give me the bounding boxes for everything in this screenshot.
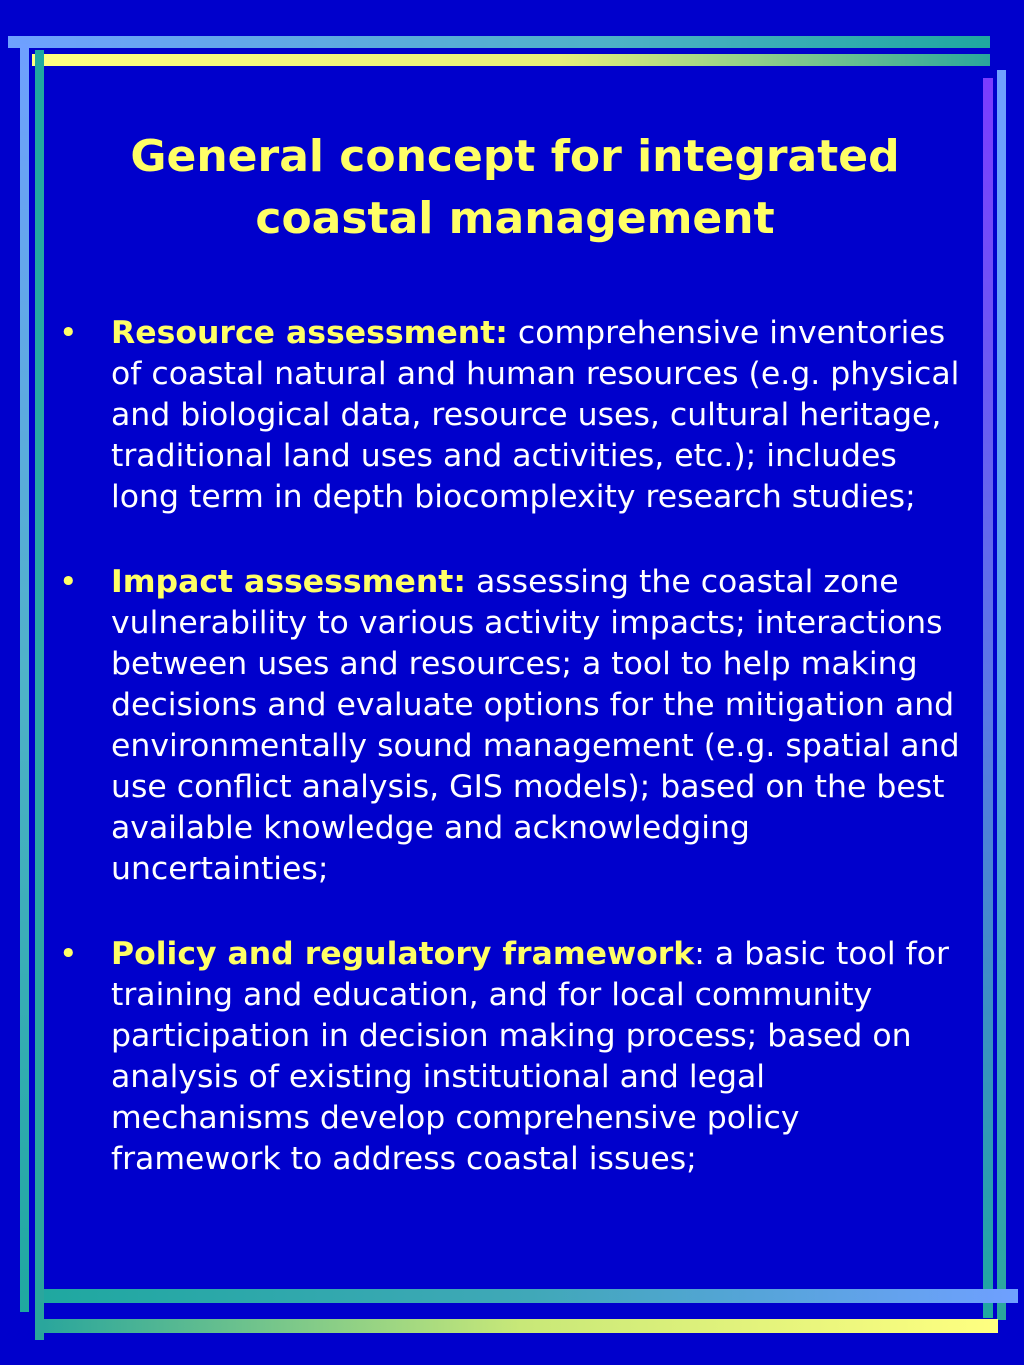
frame-bar-top-inner — [32, 54, 990, 66]
bullet-body: : a basic tool for training and education, and for local community participation in decision making process; based on analysis of existing institutional and legal mechanisms develop comprehensive policy framework to address coastal issues; — [111, 936, 949, 1177]
bullet-body: comprehensive inventories of coastal natural and human resources (e.g. physical and biological data, resource uses, cultural heritage, traditional land uses and activities, etc.); includes long term in depth biocomplexity research studies; — [111, 315, 960, 515]
bullet-heading: Impact assessment: — [111, 564, 466, 600]
bullet-dot-icon: • — [59, 936, 78, 972]
bullet-item-impact-assessment — [55, 562, 960, 890]
bullet-heading: Policy and regulatory framework — [111, 936, 695, 972]
frame-bar-right-inner — [983, 78, 993, 1318]
frame-bar-right-outer — [997, 70, 1006, 1320]
bullet-body: assessing the coastal zone vulnerability to various activity impacts; interactions between uses and resources; a tool to help making decisions and evaluate options for the mitigation and environmentally sound management (e.g. spatial and use conflict analysis, GIS models); based on the best available knowledge and acknowledging uncertainties; — [111, 564, 960, 887]
bullet-dot-icon: • — [59, 564, 78, 600]
frame-bar-bottom-inner — [44, 1289, 1018, 1303]
frame-bar-left-inner — [35, 50, 44, 1340]
slide-title: General concept for integrated coastal management — [130, 131, 900, 244]
frame-bar-bottom-outer — [44, 1319, 998, 1333]
bullet-item-policy-framework — [55, 934, 960, 1180]
bullet-item-resource-assessment — [55, 313, 960, 518]
bullet-dot-icon: • — [59, 315, 78, 351]
bullet-heading: Resource assessment: — [111, 315, 508, 351]
frame-bar-top-outer — [8, 36, 990, 48]
frame-bar-left-outer — [20, 44, 29, 1312]
bullet-list — [55, 313, 960, 1224]
